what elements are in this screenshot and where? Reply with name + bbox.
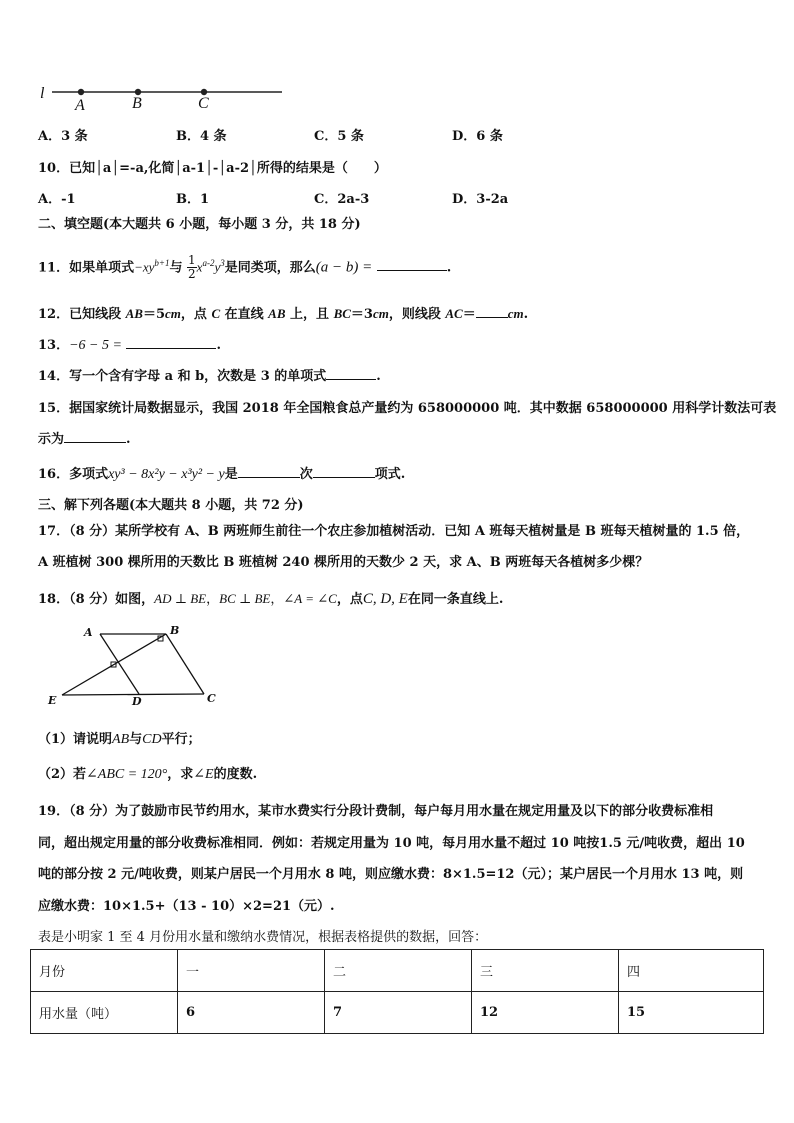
table-header-cell: 一 [178,950,325,992]
q14-end: . [376,369,381,384]
q17-line1: 17．（8 分）某所学校有 A、B 两班师生前往一个农庄参加植树活动．已知 A 班每天植树量是 B 班每天植树量的 1.5 倍， [38,524,750,539]
q18-sub2 [38,763,257,783]
q15-line2-text: 示为 [38,432,65,447]
q18-prefix: 18．（8 分）如图， [38,592,155,607]
q10-option-c: C．2a-3 [314,192,370,207]
q12-ab: AB [125,306,143,321]
q12-text-e: 上，且 [285,307,334,322]
q11-term2: x [196,259,203,275]
q12-end: . [523,307,529,322]
q18-sub2-angle: ∠ABC = 120° [86,767,168,782]
q12-ab2: AB [268,306,286,321]
q18-sub2-b: ，求 [167,767,194,782]
q12 [38,303,528,322]
q15-blank[interactable] [64,430,126,443]
q13 [38,334,221,354]
q18-sub1-a: （1）请说明 [38,732,113,747]
q16-ci: 次 [299,467,313,482]
q18-cond3: ∠A = ∠C [283,591,337,606]
table-header-cell: 二 [325,950,472,992]
table-cell: 7 [325,992,472,1034]
q9-option-d: D．6 条 [452,129,503,144]
q13-end: . [216,338,221,353]
q19-line4: 应缴水费：10×1.5+（13 - 10）×2=21（元）. [38,899,335,914]
q15-line1: 15．据国家统计局数据显示，我国 2018 年全国粮食总产量约为 658000000 吨．其中数据 658000000 用科学计数法可表 [38,401,777,416]
q18-cond2: BC ⊥ BE [219,591,271,606]
q11-expr: (a − b) = [315,259,373,276]
q12-cm2: cm [372,306,389,321]
table-header-cell: 三 [472,950,619,992]
q12-text-g: ，则线段 [388,307,446,322]
q13-blank[interactable] [126,336,216,349]
fig-label-a: A [84,626,93,639]
fig-label-d: D [132,695,142,708]
q10-option-d: D．3-2a [452,192,509,207]
section2-title: 二、填空题(本大题共 6 小题，每小题 3 分，共 18 分) [38,217,361,232]
fig-label-c: C [207,692,216,705]
line-figure [30,80,300,120]
table-row [31,992,764,1034]
q18-sub1-ab: AB [112,732,130,747]
q16-blank-1[interactable] [238,465,300,478]
q18-sub1 [38,728,201,748]
q18-stem: 18．（8 分）如图，AD ⊥ BE，BC ⊥ BE，∠A = ∠C，点C, D, E在同一条直线上. [38,591,504,607]
q18-suffix: 在同一条直线上. [407,592,504,607]
q12-cm1: cm [165,306,181,321]
q11-fraction [187,254,197,281]
q11-sup3: 3 [220,258,225,268]
q18-sub2-c: 的度数. [213,767,258,782]
q15-line2 [38,428,131,447]
q18-cond1: AD ⊥ BE [154,591,207,606]
q11-sup1: b+1 [154,258,170,268]
q11-mid: 与 [169,260,183,276]
q12-blank[interactable] [476,305,508,318]
q10-option-b: B．1 [176,192,210,207]
q18-pts: C, D, E [362,591,408,607]
q18-sub1-c: 平行； [161,732,201,747]
q18-sub1-b: 与 [129,732,143,747]
q12-text-d: 在直线 [220,307,269,322]
q18-sub2-e: ∠E [193,767,214,782]
q13-expr: −6 − 5 = [69,338,122,353]
q19-line3: 吨的部分按 2 元/吨收费，则某户居民一个月用水 8 吨，则应缴水费：8×1.5=12（元）；某户居民一个月用水 13 吨，则 [38,867,744,882]
table-cell: 12 [472,992,619,1034]
q18-mid: ，点 [336,592,363,607]
q18-figure [44,622,234,708]
q12-text-f: ＝3 [350,307,373,322]
q15-end: . [126,432,131,447]
q12-text-h: ＝ [462,307,476,322]
section3-title: 三、解下列各题(本大题共 8 小题，共 72 分) [38,498,304,513]
point-label-b: B [132,95,142,112]
water-usage-table [30,949,764,1034]
q9-option-b: B．4 条 [176,129,227,144]
q13-prefix: 13． [38,338,70,353]
q14-blank[interactable] [326,367,376,380]
q16 [38,463,405,483]
q12-text-a: 12．已知线段 [38,307,126,322]
q12-text-c: ，点 [180,307,212,322]
table-header-cell: 四 [619,950,764,992]
point-label-a: A [75,97,85,114]
q19-line2: 同，超出规定用量的部分收费标准相同．例如：若规定用量为 10 吨，每月用水量不超过 10 吨按1.5 元/吨收费，超出 10 [38,836,745,851]
q16-prefix: 16．多项式 [38,467,109,482]
table-cell: 15 [619,992,764,1034]
q11-term1: −xy [134,259,155,275]
q10-option-a: A．-1 [38,192,76,207]
q10-text: 10．已知│a│=-a,化简│a-1│-│a-2│所得的结果是（ ） [38,161,387,176]
table-cell: 6 [178,992,325,1034]
q11-sup2: a-2 [202,258,215,268]
q11-frac-num: 1 [188,253,196,268]
q12-c: C [211,306,221,321]
point-label-c: C [198,95,209,112]
q11-term3: y [214,259,221,275]
fig-label-b: B [170,624,180,637]
q11-end: . [446,260,452,276]
q19-line1: 19．（8 分）为了鼓励市民节约用水，某市水费实行分段计费制，每户每月用水量在规定用量及以下的部分收费标准相 [38,804,714,819]
q17-line2: A 班植树 300 棵所用的天数比 B 班植树 240 棵所用的天数少 2 天，求 A、B 两班每天各植树多少棵？ [38,555,649,570]
q11-prefix: 11．如果单项式 [38,260,135,276]
q14-text: 14．写一个含有字母 a 和 b，次数是 3 的单项式 [38,369,327,384]
q18-sub2-a: （2）若 [38,767,87,782]
q11-blank[interactable] [377,258,447,271]
fig-label-e: E [48,694,57,707]
q12-bc: BC [333,306,351,321]
table-header-row [31,950,764,992]
q11 [38,248,452,282]
q19-line5: 表是小明家 1 至 4 月份用水量和缴纳水费情况，根据表格提供的数据，回答： [38,930,488,945]
table-header-cell: 月份 [31,950,178,992]
q16-xiang: 项式. [374,467,406,482]
table-cell: 用水量（吨） [31,992,178,1034]
q16-is: 是 [224,467,238,482]
q11-frac-den: 2 [188,267,196,282]
q11-suffix: 是同类项，那么 [224,260,316,276]
q12-ac: AC [445,306,463,321]
q12-cm3: cm [507,306,524,321]
q9-option-c: C．5 条 [314,129,364,144]
line-label-l: l [40,85,45,102]
q16-poly: xy³ − 8x²y − x³y² − y [108,467,225,482]
q9-option-a: A．3 条 [38,129,88,144]
q16-blank-2[interactable] [313,465,375,478]
q18-sub1-cd: CD [142,732,162,747]
q12-text-b: ＝5 [142,307,166,322]
line-figure-svg [30,80,300,120]
q14 [38,365,381,384]
